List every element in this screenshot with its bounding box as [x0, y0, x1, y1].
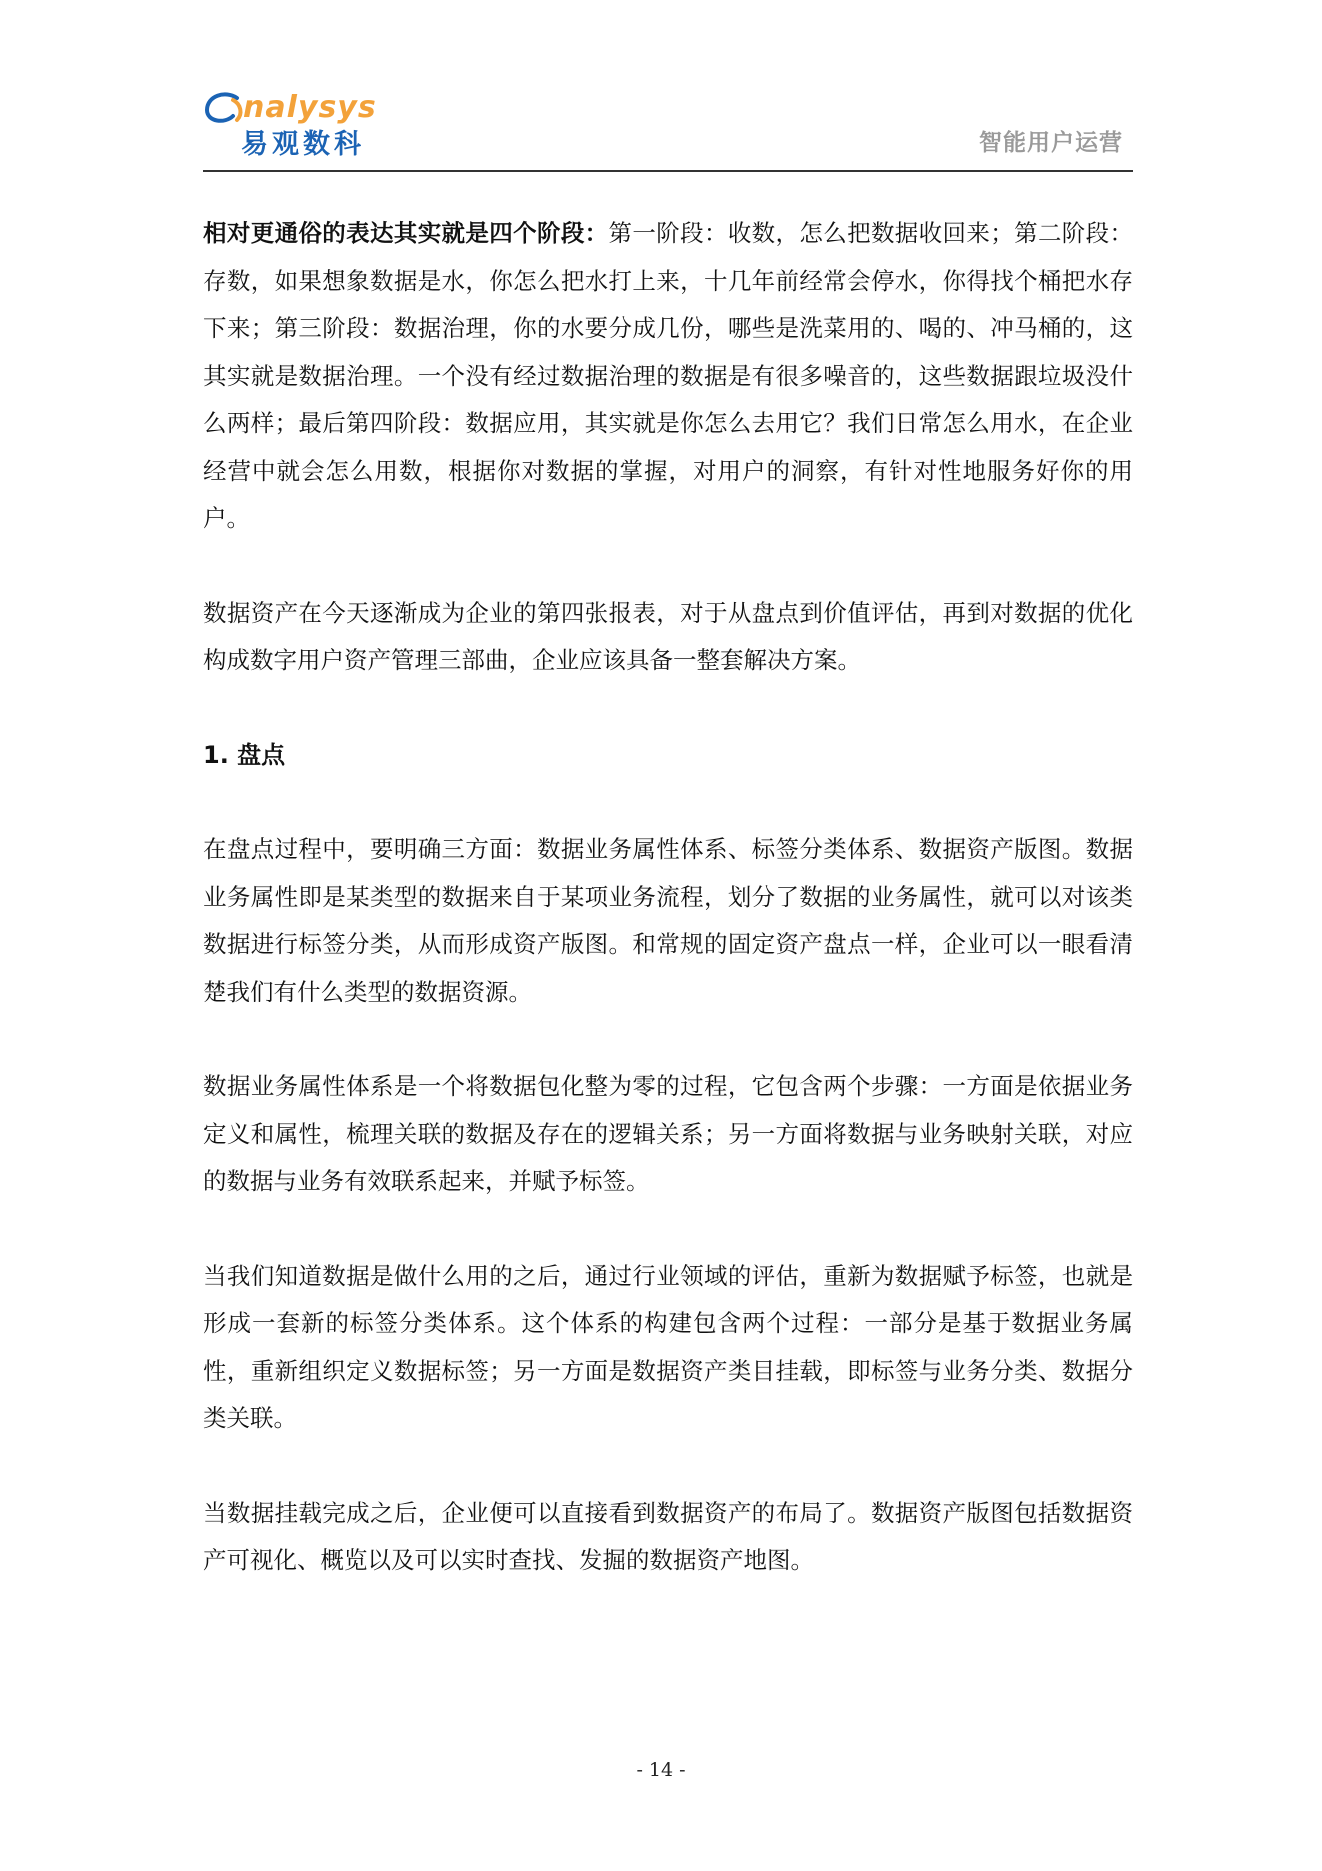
paragraph-asset-map: 当数据挂载完成之后，企业便可以直接看到数据资产的布局了。数据资产版图包括数据资产可视化、概览以及可以实时查找、发掘的数据资产地图。 [203, 1498, 1133, 1574]
paragraph-gap [203, 779, 1133, 826]
section-heading-inventory: 1. 盘点 [203, 740, 286, 769]
logo-text-en: nalysys [243, 90, 377, 125]
paragraph-gap [203, 685, 1133, 732]
paragraph-gap [203, 1206, 1133, 1253]
company-logo [203, 78, 383, 166]
paragraph-tag-classification: 当我们知道数据是做什么用的之后，通过行业领域的评估，重新为数据赋予标签，也就是形成一套新的标签分类体系。这个体系的构建包含两个过程：一部分是基于数据业务属性，重新组织定义数据标签；另一方面是数据资产类目挂载，即标签与业务分类、数据分类关联。 [203, 1261, 1133, 1432]
paragraph-data-assets: 数据资产在今天逐渐成为企业的第四张报表，对于从盘点到价值评估，再到对数据的优化构成数字用户资产管理三部曲，企业应该具备一整套解决方案。 [203, 598, 1133, 674]
paragraph-gap [203, 1016, 1133, 1063]
header-title: 智能用户运营 [979, 130, 1123, 156]
page-number: - 14 - [636, 1759, 686, 1781]
page-header [203, 78, 1133, 172]
paragraph-four-stages-text: 第一阶段：收数，怎么把数据收回来；第二阶段：存数，如果想象数据是水，你怎么把水打上来，十几年前经常会停水，你得找个桶把水存下来；第三阶段：数据治理，你的水要分成几份，哪些是洗菜用的、喝的、冲马桶的，这其实就是数据治理。一个没有经过数据治理的数据是有很多噪音的，这些数据跟垃圾没什么两样；最后第四阶段：数据应用，其实就是你怎么去用它？我们日常怎么用水，在企业经营中就会怎么用数，根据你对数据的掌握，对用户的洞察，有针对性地服务好你的用户。 [203, 219, 1134, 532]
paragraph-business-attributes: 数据业务属性体系是一个将数据包化整为零的过程，它包含两个步骤：一方面是依据业务定义和属性，梳理关联的数据及存在的逻辑关系；另一方面将数据与业务映射关联，对应的数据与业务有效联系起来，并赋予标签。 [203, 1072, 1133, 1195]
paragraph-inventory: 在盘点过程中，要明确三方面：数据业务属性体系、标签分类体系、数据资产版图。数据业务属性即是某类型的数据来自于某项业务流程，划分了数据的业务属性，就可以对该类数据进行标签分类，从而形成资产版图。和常规的固定资产盘点一样，企业可以一眼看清楚我们有什么类型的数据资源。 [203, 835, 1133, 1006]
document-body [203, 210, 1133, 1585]
paragraph-gap [203, 1443, 1133, 1490]
paragraph-lead-bold: 相对更通俗的表达其实就是四个阶段： [203, 219, 609, 247]
paragraph-four-stages [203, 210, 1133, 543]
logo-text-cn: 易观数科 [241, 129, 365, 160]
paragraph-gap [203, 543, 1133, 590]
